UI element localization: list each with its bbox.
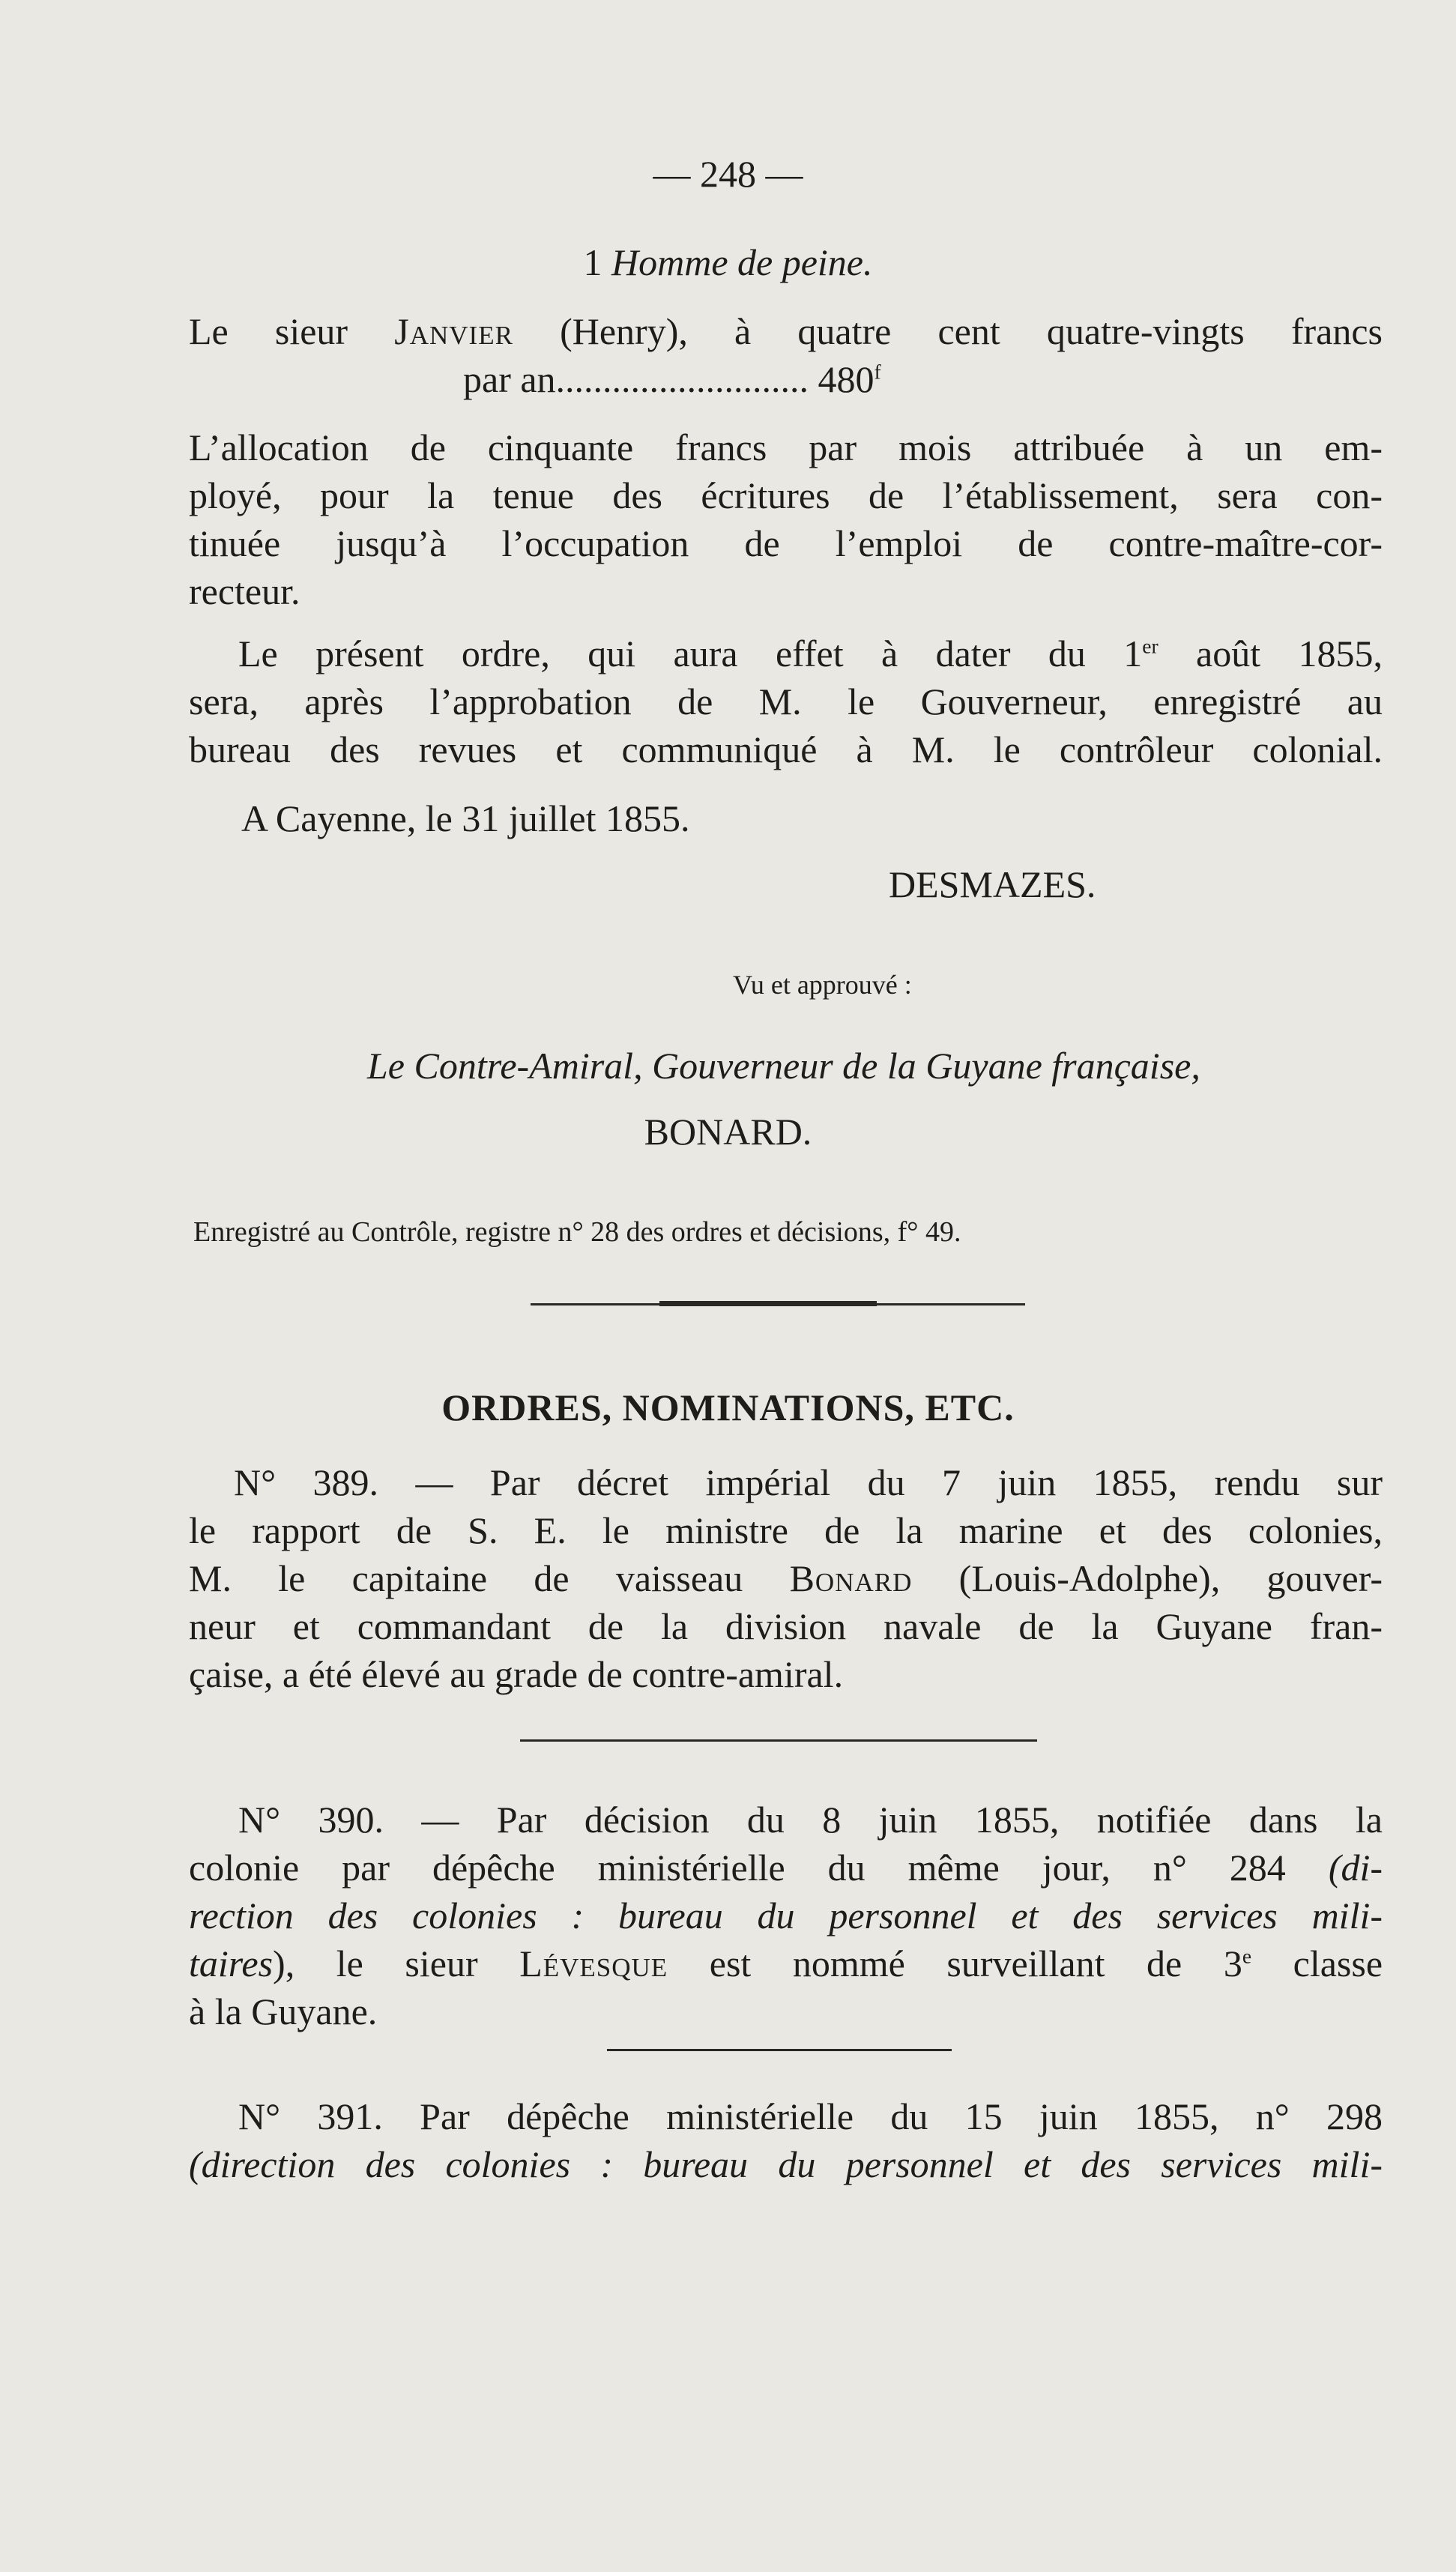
- n390-line-5: à la Guyane.: [189, 1990, 378, 2032]
- allocation-line-3: tinuée jusqu’à l’occupation de l’emploi de contre-maître-cor-: [189, 522, 1383, 564]
- text-fragment: ), le sieur: [273, 1942, 478, 1984]
- order-line-1: [238, 630, 1383, 677]
- entry-divider: [607, 2049, 952, 2051]
- person-name-bonard: Bonard: [789, 1557, 913, 1599]
- text-fragment: (Louis-Adolphe), gouver-: [958, 1557, 1383, 1599]
- governor-title-text: Le Contre-Amiral, Gouverneur de la Guyane française,: [367, 1045, 1200, 1087]
- section-divider-accent: [659, 1301, 877, 1306]
- n389-line-2: le rapport de S. E. le ministre de la marine et des colonies,: [189, 1509, 1383, 1551]
- text-fragment: est nommé surveillant de 3: [709, 1942, 1242, 1984]
- registration-note: Enregistré au Contrôle, registre n° 28 des ordres et décisions, f° 49.: [193, 1216, 961, 1248]
- entry-divider: [520, 1739, 1037, 1742]
- text-fragment: (di-: [1328, 1847, 1383, 1889]
- n389-line-3: [189, 1554, 1383, 1602]
- n391-line-1: N° 391. Par dépêche ministérielle du 15 juin 1855, n° 298: [238, 2095, 1383, 2137]
- text-fragment: rection des colonies : bureau du personnel et des services mili-: [189, 1895, 1383, 1936]
- text-fragment: M. le capitaine de vaisseau: [189, 1557, 743, 1599]
- order-line-2: sera, après l’approbation de M. le Gouverneur, enregistré au: [189, 680, 1383, 722]
- text-fragment: Le présent ordre, qui aura effet à dater du 1: [238, 633, 1143, 674]
- superscript: er: [1142, 634, 1159, 658]
- n389-line-5: çaise, a été élevé au grade de contre-amiral.: [189, 1653, 844, 1695]
- n390-line-4: [189, 1939, 1383, 1987]
- text-fragment: août 1855,: [1196, 633, 1383, 674]
- governor-title: [367, 1042, 1386, 1090]
- text-fragment: (direction des colonies : bureau du personnel et des services mili-: [189, 2143, 1383, 2185]
- allocation-line-4: recteur.: [189, 570, 300, 612]
- text-fragment: Le sieur: [189, 310, 348, 352]
- n390-line-2: [189, 1844, 1383, 1892]
- text-fragment: colonie par dépêche ministérielle du même jour, n° 284: [189, 1847, 1286, 1889]
- heading-count: 1: [583, 241, 602, 283]
- n391-line-2: [189, 2140, 1383, 2188]
- salary-amount: par an........................... 480: [463, 358, 874, 400]
- janvier-line-2: [463, 355, 1383, 403]
- n389-line-1: N° 389. — Par décret impérial du 7 juin 1855, rendu sur: [234, 1461, 1383, 1503]
- approval-note: Vu et approuvé :: [733, 970, 912, 1000]
- text-fragment: classe: [1293, 1942, 1383, 1984]
- order-line-3: bureau des revues et communiqué à M. le contrôleur colonial.: [189, 728, 1383, 770]
- superscript: e: [1242, 1944, 1252, 1968]
- currency-unit: f: [874, 360, 881, 384]
- text-fragment: [710, 1942, 1251, 1984]
- person-name-levesque: Lévesque: [519, 1942, 668, 1984]
- allocation-line-1: L’allocation de cinquante francs par mois attribuée à un em-: [189, 426, 1383, 468]
- section-heading-homme-de-peine: [0, 238, 1456, 286]
- section-title: ORDRES, NOMINATIONS, ETC.: [441, 1386, 1015, 1428]
- person-name-janvier: Janvier: [394, 310, 513, 352]
- page-number: — 248 —: [653, 153, 803, 195]
- signatory: DESMAZES.: [889, 863, 1096, 905]
- heading-label: Homme de peine.: [611, 241, 873, 283]
- allocation-line-2: ployé, pour la tenue des écritures de l’établissement, sera con-: [189, 474, 1383, 516]
- text-fragment: (Henry), à quatre cent quatre-vingts francs: [560, 310, 1383, 352]
- n390-line-3: [189, 1892, 1383, 1939]
- text-fragment: taires: [189, 1942, 274, 1984]
- governor-name: BONARD.: [644, 1111, 812, 1153]
- place-date: A Cayenne, le 31 juillet 1855.: [241, 797, 690, 839]
- text-fragment: [189, 1942, 478, 1984]
- n389-line-4: neur et commandant de la division navale de la Guyane fran-: [189, 1605, 1383, 1647]
- janvier-line-1: [189, 307, 1383, 355]
- n390-line-1: N° 390. — Par décision du 8 juin 1855, notifiée dans la: [238, 1799, 1383, 1841]
